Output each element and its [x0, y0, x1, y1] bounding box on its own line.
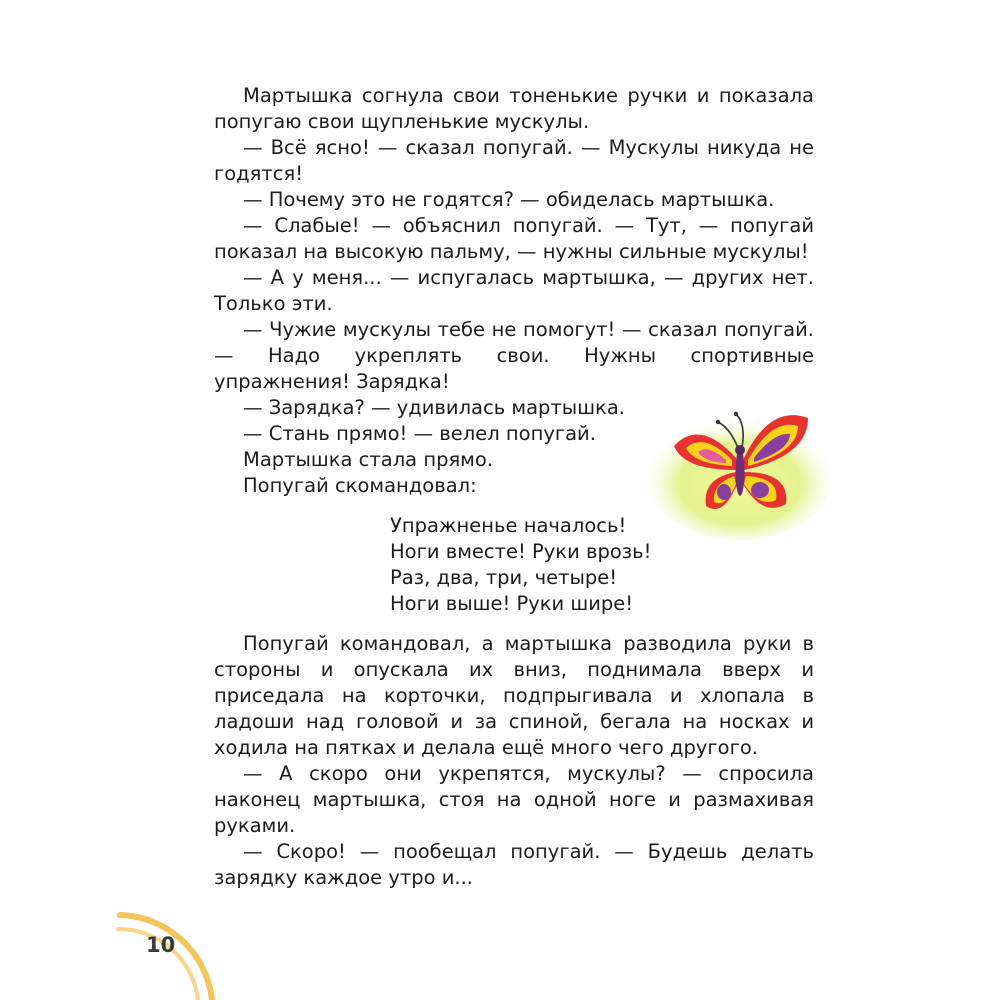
paragraph: Мартышка согнула свои тоненькие ручки и показала попугаю свои щупленькие мускулы.: [214, 84, 814, 133]
poem-line: Ноги вместе! Руки врозь!: [390, 540, 652, 563]
poem: [390, 513, 651, 617]
paragraph: Мартышка стала прямо.: [243, 448, 494, 471]
paragraph: — Стань прямо! — велел попугай.: [243, 422, 596, 445]
poem-line: Раз, два, три, четыре!: [390, 566, 618, 589]
paragraph: — Всё ясно! — сказал попугай. — Мускулы никуда не годятся!: [214, 136, 814, 185]
page-number: 10: [146, 933, 176, 957]
paragraph: — Скоро! — пообещал попугай. — Будешь делать зарядку каждое утро и...: [214, 840, 814, 889]
poem-line: Упражненье началось!: [390, 514, 627, 537]
butterfly-illustration: [640, 400, 830, 540]
paragraph: — А у меня... — испугалась мартышка, — других нет. Только эти.: [214, 266, 814, 315]
paragraph: Попугай скомандовал:: [243, 474, 477, 497]
paragraph: — Почему это не годятся? — обиделась мартышка.: [243, 188, 775, 211]
paragraph: Попугай командовал, а мартышка разводила руки в стороны и опускала их вниз, поднимала вверх и приседала на корточки, подпрыгивала и хлопала в ладоши над головой и за спиной, бегала на носках и ходила на пятках и делала ещё много чего другого.: [214, 632, 814, 759]
poem-line: Ноги выше! Руки шире!: [390, 592, 634, 615]
text-block-bottom: [214, 631, 814, 891]
paragraph: — Зарядка? — удивилась мартышка.: [243, 396, 625, 419]
paragraph: — А скоро они укрепятся, мускулы? — спросила наконец мартышка, стоя на одной ноге и размахивая руками.: [214, 762, 814, 837]
paragraph: — Чужие мускулы тебе не помогут! — сказал попугай. — Надо укреплять свои. Нужны спортивные упражнения! Зарядка!: [214, 318, 814, 393]
paragraph: — Слабые! — объяснил попугай. — Тут, — попугай показал на высокую пальму, — нужны сильные мускулы!: [214, 214, 814, 263]
